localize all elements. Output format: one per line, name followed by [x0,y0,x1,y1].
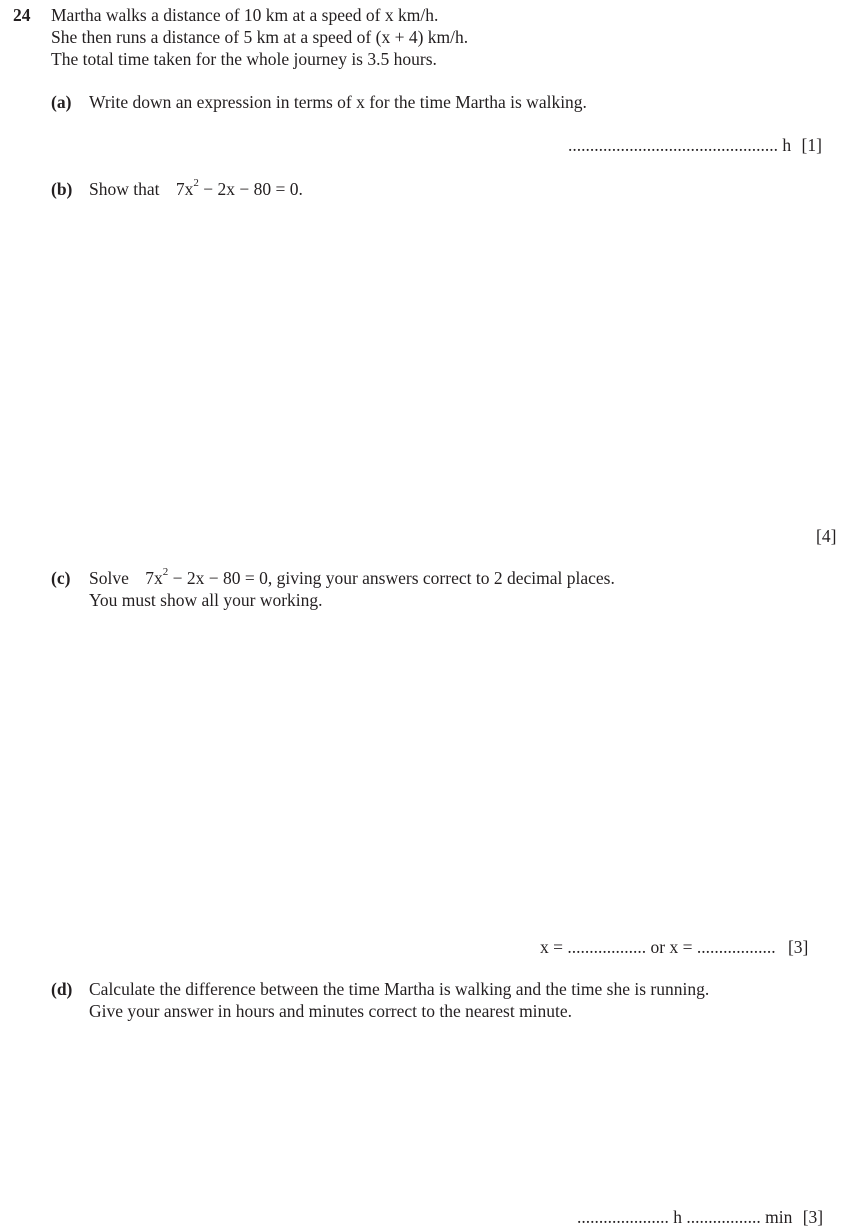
part-a-answer-dots: ................................................ h [568,135,792,155]
part-a-text: Write down an expression in terms of x for the time Martha is walking. [89,92,587,112]
part-b-eq-power: 2 [193,177,199,190]
intro-line-2: She then runs a distance of 5 km at a speed of (x + 4) km/h. [51,27,469,47]
intro-line-1: Martha walks a distance of 10 km at a speed of x km/h. [51,5,439,25]
part-a-answer-line[interactable] [568,134,822,156]
part-a-marks: [1] [801,135,822,155]
intro-line-3: The total time taken for the whole journey is 3.5 hours. [51,49,437,69]
part-d-marks: [3] [802,1207,824,1227]
part-c-equation [145,568,615,588]
part-c-label: (c) [51,568,71,588]
part-c-marks: [3] [787,937,809,957]
part-c-answer-dots: x = .................. or x = .................. [540,937,776,957]
part-d-line-1: Calculate the difference between the time Martha is walking and the time she is running. [89,979,710,999]
part-d-answer-dots: ..................... h ................. min [577,1207,793,1227]
part-d-line-2: Give your answer in hours and minutes correct to the nearest minute. [89,1001,573,1021]
part-b-instruction: Show that [89,179,160,199]
part-c-eq-power: 2 [162,566,169,579]
part-d-answer-line[interactable] [577,1206,823,1228]
part-d-label: (d) [51,979,73,999]
part-b-equation [176,179,303,199]
part-c-answer-line[interactable] [540,936,808,958]
question-number: 24 [13,5,31,25]
part-b-text [89,178,303,200]
part-b-label: (b) [51,179,73,199]
part-c-eq-rest: − 2x − 80 = 0, giving your answers correct to 2 decimal places. [168,568,615,588]
part-c-line-2: You must show all your working. [89,590,323,610]
part-b-eq-term: 7x [175,179,194,199]
part-c-text [89,567,615,589]
part-b-eq-rest: − 2x − 80 = 0. [198,179,303,199]
part-b-marks: [4] [816,526,837,546]
part-c-instruction: Solve [89,568,129,588]
part-c-eq-term: 7x [145,568,163,588]
part-a-label: (a) [51,92,72,112]
